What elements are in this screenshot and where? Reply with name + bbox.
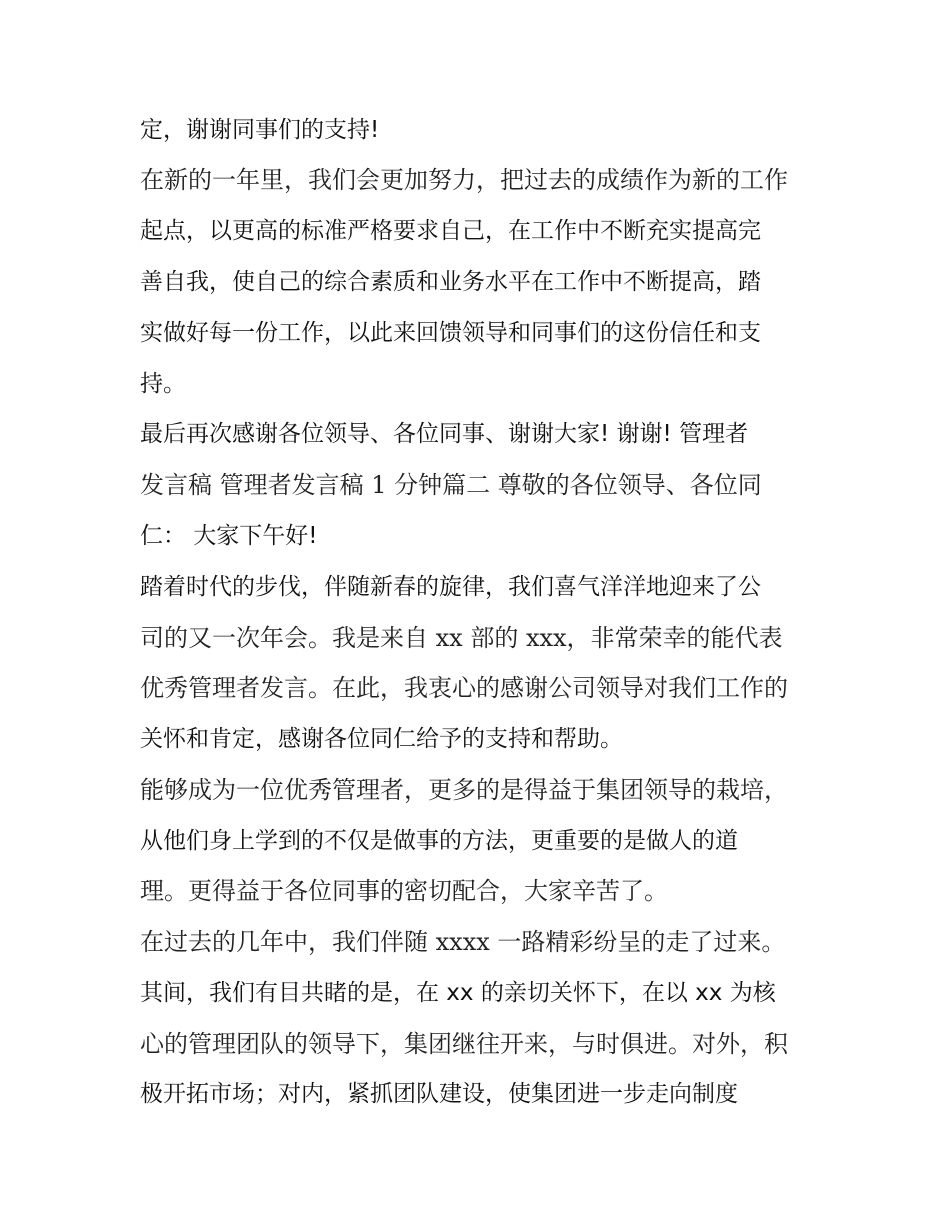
- text-line: 起点，以更高的标准严格要求自己，在工作中不断充实提高完: [140, 218, 761, 244]
- text-line: 最后再次感谢各位领导、各位同事、谢谢大家! 谢谢! 管理者: [140, 421, 749, 447]
- text-line: 理。更得益于各位同事的密切配合，大家辛苦了。: [140, 877, 668, 905]
- text-line: 踏着时代的步伐，伴随新春的旋律，我们喜气洋洋地迎来了公: [140, 574, 761, 600]
- text-line: 实做好每一份工作，以此来回馈领导和同事们的这份信任和支: [140, 320, 761, 346]
- text-line: 能够成为一位优秀管理者，更多的是得益于集团领导的栽培，: [140, 776, 788, 804]
- text-line: 心的管理团队的领导下，集团继往开来，与时俱进。对外，积: [140, 1030, 788, 1058]
- text-line: 持。: [140, 371, 186, 397]
- text-line: 仁： 大家下午好!: [140, 523, 318, 549]
- text-line: 其间，我们有目共睹的是，在 xx 的亲切关怀下，在以 xx 为核: [140, 980, 776, 1006]
- text-line: 关怀和肯定，感谢各位同仁给予的支持和帮助。: [140, 726, 623, 752]
- text-line: 在过去的几年中，我们伴随 xxxx 一路精彩纷呈的走了过来。: [140, 928, 786, 956]
- text-line: 善自我，使自己的综合素质和业务水平在工作中不断提高，踏: [140, 269, 761, 295]
- text-line: 在新的一年里，我们会更加努力，把过去的成绩作为新的工作: [140, 166, 788, 194]
- text-line: 定，谢谢同事们的支持!: [140, 117, 380, 143]
- text-line: 发言稿 管理者发言稿 1 分钟篇二 尊敬的各位领导、各位同: [140, 471, 762, 499]
- text-line: 从他们身上学到的不仅是做事的方法，更重要的是做人的道: [140, 828, 738, 854]
- text-line: 司的又一次年会。我是来自 xx 部的 xxx，非常荣幸的能代表: [140, 624, 783, 652]
- text-line: 极开拓市场；对内，紧抓团队建设，使集团进一步走向制度: [140, 1081, 738, 1107]
- text-line: 优秀管理者发言。在此，我衷心的感谢公司领导对我们工作的: [140, 674, 788, 702]
